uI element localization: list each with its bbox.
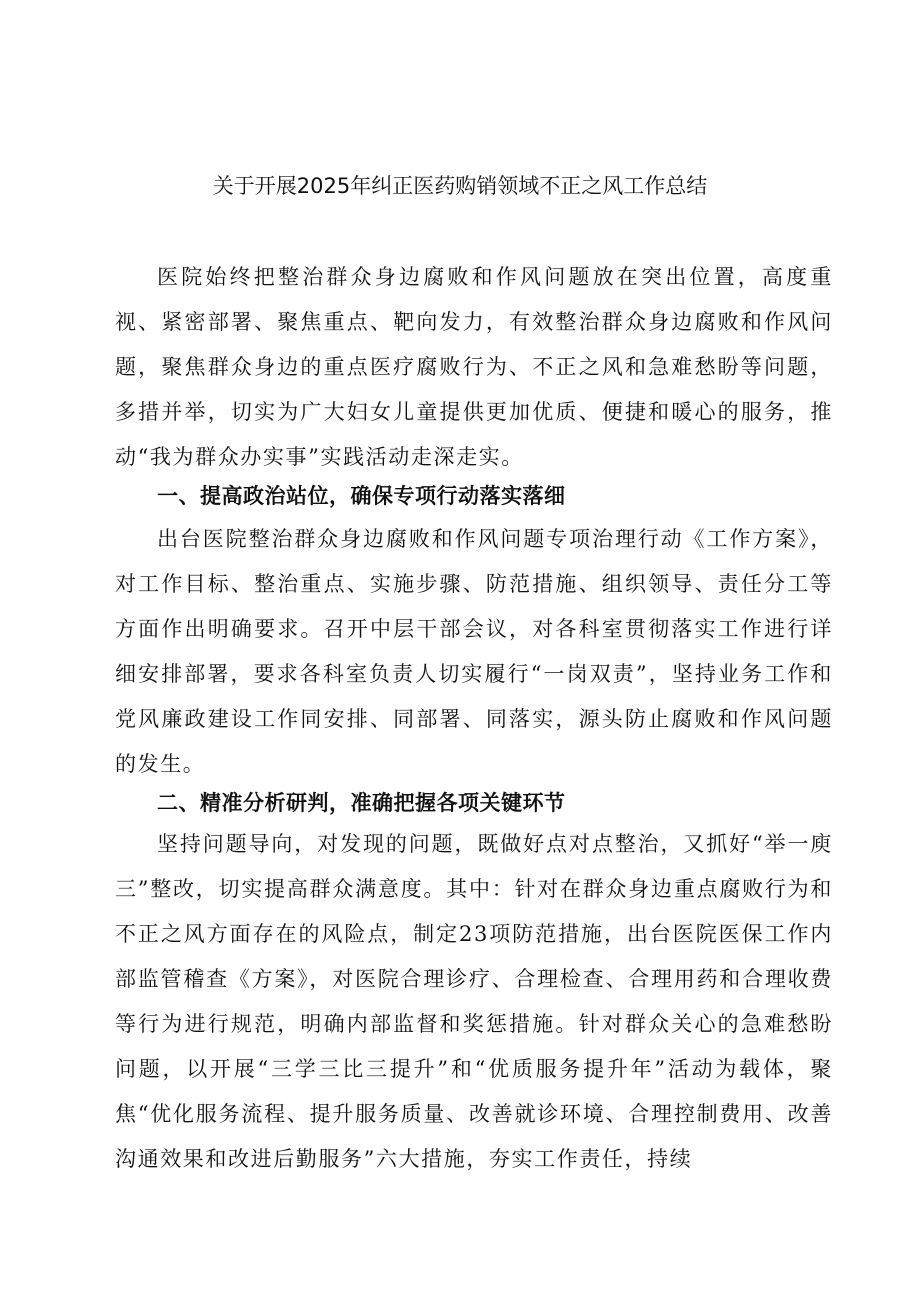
document-title: 关于开展2025年纠正医药购销领域不正之风工作总结 — [212, 174, 708, 198]
section-body-2: 坚持问题导向，对发现的问题，既做好点对点整治，又抓好“举一庾三”整改，切实提高群众满意度。其中：针对在群众身边重点腐败行为和不正之风方面存在的风险点，制定23项防范措施，出台医院医保工作内部监管稽查《方案》，对医院合理诊疗、合理检查、合理用药和合理收费等行为进行规范，明确内部监督和奖惩措施。针对群众关心的急难愁盼问题，以开展“三学三比三提升”和“优质服务提升年”活动为载体，聚焦“优化服务流程、提升服务质量、改善就诊环境、合理控制费用、改善沟通效果和改进后勤服务”六大措施，夯实工作责任，持续 — [115, 832, 833, 1171]
section-heading-1: 一、提高政治站位，确保专项行动落实落细 — [157, 484, 566, 508]
section-heading-2: 二、精准分析研判，准确把握各项关键环节 — [157, 791, 566, 815]
intro-paragraph: 医院始终把整治群众身边腐败和作风问题放在突出位置，高度重视、紧密部署、聚焦重点、靶向发力，有效整治群众身边腐败和作风问题，聚焦群众身边的重点医疗腐败行为、不正之风和急难愁盼等问题，多措并举，切实为广大妇女儿童提供更加优质、便捷和暖心的服务，推动“我为群众办实事”实践活动走深走实。 — [115, 265, 833, 469]
section-body-1: 出台医院整治群众身边腐败和作风问题专项治理行动《工作方案》，对工作目标、整治重点、实施步骤、防范措施、组织领导、责任分工等方面作出明确要求。召开中层干部会议，对各科室贯彻落实工作进行详细安排部署，要求各科室负责人切实履行“一岗双责”，坚持业务工作和党风廉政建设工作同安排、同部署、同落实，源头防止腐败和作风问题的发生。 — [115, 527, 833, 776]
